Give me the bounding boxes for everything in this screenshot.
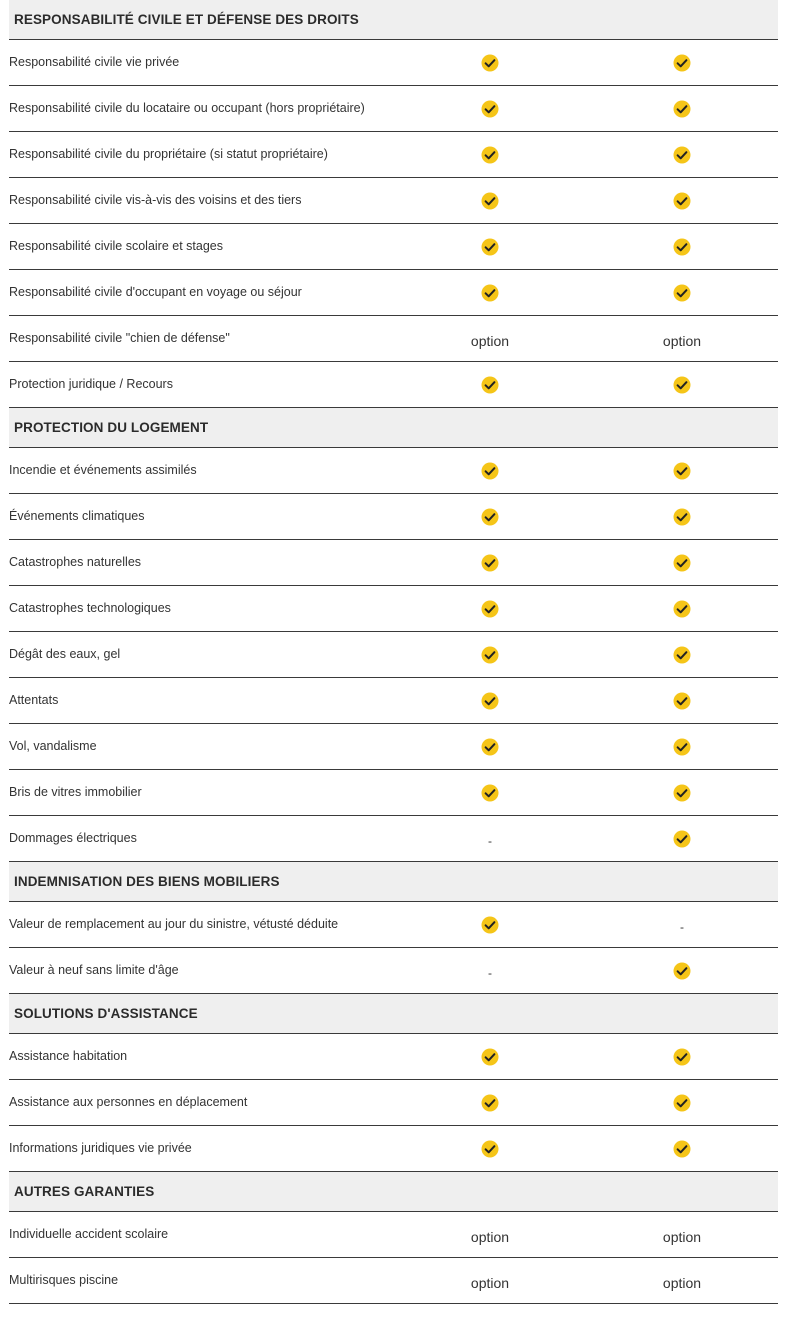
section-header	[9, 862, 778, 902]
check-icon	[481, 146, 499, 164]
table-row	[9, 362, 778, 408]
check-icon	[481, 600, 499, 618]
option-text: option	[470, 332, 510, 349]
formula-2-cell	[622, 362, 742, 407]
check-icon	[481, 462, 499, 480]
check-icon	[481, 646, 499, 664]
check-icon	[673, 1094, 691, 1112]
formula-1-cell	[430, 270, 550, 315]
formula-2-cell	[622, 270, 742, 315]
formula-2-cell	[622, 178, 742, 223]
check-icon	[673, 692, 691, 710]
formula-1-cell	[430, 1258, 550, 1303]
check-icon	[673, 192, 691, 210]
row-label: Responsabilité civile vie privée	[9, 55, 180, 69]
row-label: Multirisques piscine	[9, 1273, 119, 1287]
section-header	[9, 0, 778, 40]
formula-2-cell	[622, 316, 742, 361]
check-icon	[673, 284, 691, 302]
check-icon	[673, 54, 691, 72]
formula-2-cell	[622, 816, 742, 861]
formula-1-cell	[430, 770, 550, 815]
check-icon	[481, 376, 499, 394]
formula-1-cell	[430, 316, 550, 361]
row-label: Responsabilité civile "chien de défense"	[9, 331, 230, 345]
check-icon	[481, 916, 499, 934]
check-icon	[481, 100, 499, 118]
formula-2-cell	[622, 586, 742, 631]
formula-2-cell	[622, 678, 742, 723]
formula-1-cell	[430, 540, 550, 585]
formula-1-cell	[430, 1034, 550, 1079]
table-row	[9, 816, 778, 862]
not-included-mark: -	[680, 919, 684, 934]
table-row	[9, 770, 778, 816]
row-label: Dommages électriques	[9, 831, 137, 845]
formula-2-cell	[622, 86, 742, 131]
formula-1-cell	[430, 178, 550, 223]
formula-2-cell	[622, 540, 742, 585]
formula-1-cell	[430, 586, 550, 631]
table-row	[9, 178, 778, 224]
row-label: Incendie et événements assimilés	[9, 463, 197, 477]
option-text: option	[470, 1228, 510, 1245]
section-title: RESPONSABILITÉ CIVILE ET DÉFENSE DES DROITS	[14, 12, 359, 27]
check-icon	[481, 784, 499, 802]
check-icon	[481, 238, 499, 256]
check-icon	[481, 1094, 499, 1112]
option-text: option	[662, 332, 702, 349]
formula-2-cell	[622, 1034, 742, 1079]
formula-1-cell	[430, 224, 550, 269]
check-icon	[673, 1048, 691, 1066]
check-icon	[673, 376, 691, 394]
row-label: Assistance aux personnes en déplacement	[9, 1095, 248, 1109]
check-icon	[673, 508, 691, 526]
formula-2-cell	[622, 724, 742, 769]
row-label: Catastrophes technologiques	[9, 601, 171, 615]
table-row	[9, 1034, 778, 1080]
formula-1-cell	[430, 494, 550, 539]
table-row	[9, 224, 778, 270]
table-row	[9, 586, 778, 632]
check-icon	[673, 738, 691, 756]
row-label: Catastrophes naturelles	[9, 555, 142, 569]
check-icon	[673, 554, 691, 572]
table-row	[9, 132, 778, 178]
row-label: Valeur à neuf sans limite d'âge	[9, 963, 179, 977]
table-row	[9, 1258, 778, 1304]
check-icon	[673, 462, 691, 480]
table-row	[9, 902, 778, 948]
check-icon	[673, 146, 691, 164]
section-title: PROTECTION DU LOGEMENT	[14, 420, 209, 435]
check-icon	[673, 830, 691, 848]
not-included-mark: -	[488, 833, 492, 848]
table-row	[9, 1080, 778, 1126]
table-row	[9, 540, 778, 586]
formula-2-cell	[622, 40, 742, 85]
check-icon	[673, 100, 691, 118]
table-row	[9, 86, 778, 132]
row-label: Événements climatiques	[9, 509, 145, 523]
formula-1-cell	[430, 86, 550, 131]
table-row	[9, 494, 778, 540]
table-row	[9, 948, 778, 994]
row-label: Vol, vandalisme	[9, 739, 97, 753]
formula-2-cell	[622, 1258, 742, 1303]
row-label: Responsabilité civile d'occupant en voyage ou séjour	[9, 285, 302, 299]
table-row	[9, 632, 778, 678]
row-label: Assistance habitation	[9, 1049, 128, 1063]
row-label: Attentats	[9, 693, 59, 707]
table-row	[9, 724, 778, 770]
option-text: option	[662, 1228, 702, 1245]
check-icon	[481, 1048, 499, 1066]
check-icon	[481, 192, 499, 210]
guarantees-table	[9, 0, 778, 1304]
formula-1-cell	[430, 816, 550, 861]
check-icon	[481, 1140, 499, 1158]
formula-1-cell	[430, 1080, 550, 1125]
section-header	[9, 994, 778, 1034]
table-row	[9, 1126, 778, 1172]
table-row	[9, 270, 778, 316]
formula-1-cell	[430, 132, 550, 177]
check-icon	[673, 784, 691, 802]
check-icon	[481, 554, 499, 572]
table-row	[9, 316, 778, 362]
formula-1-cell	[430, 1126, 550, 1171]
check-icon	[481, 54, 499, 72]
formula-1-cell	[430, 40, 550, 85]
section-title: AUTRES GARANTIES	[14, 1184, 155, 1199]
check-icon	[673, 962, 691, 980]
check-icon	[481, 508, 499, 526]
option-text: option	[470, 1274, 510, 1291]
formula-2-cell	[622, 448, 742, 493]
row-label: Responsabilité civile scolaire et stages	[9, 239, 223, 253]
table-row	[9, 1212, 778, 1258]
formula-1-cell	[430, 1212, 550, 1257]
table-row	[9, 448, 778, 494]
section-header	[9, 408, 778, 448]
section-title: INDEMNISATION DES BIENS MOBILIERS	[14, 874, 280, 889]
not-included-mark: -	[488, 965, 492, 980]
check-icon	[673, 600, 691, 618]
row-label: Bris de vitres immobilier	[9, 785, 142, 799]
formula-2-cell	[622, 770, 742, 815]
check-icon	[673, 1140, 691, 1158]
check-icon	[673, 646, 691, 664]
formula-2-cell	[622, 1126, 742, 1171]
formula-1-cell	[430, 902, 550, 947]
check-icon	[673, 238, 691, 256]
section-header	[9, 1172, 778, 1212]
formula-1-cell	[430, 724, 550, 769]
formula-1-cell	[430, 448, 550, 493]
row-label: Dégât des eaux, gel	[9, 647, 121, 661]
formula-2-cell	[622, 132, 742, 177]
row-label: Protection juridique / Recours	[9, 377, 173, 391]
formula-1-cell	[430, 678, 550, 723]
table-row	[9, 40, 778, 86]
check-icon	[481, 738, 499, 756]
row-label: Responsabilité civile du locataire ou occupant (hors propriétaire)	[9, 101, 365, 115]
formula-1-cell	[430, 632, 550, 677]
formula-1-cell	[430, 948, 550, 993]
section-title: SOLUTIONS D'ASSISTANCE	[14, 1006, 198, 1021]
check-icon	[481, 692, 499, 710]
formula-2-cell	[622, 948, 742, 993]
row-label: Valeur de remplacement au jour du sinistre, vétusté déduite	[9, 917, 339, 931]
formula-2-cell	[622, 902, 742, 947]
formula-2-cell	[622, 494, 742, 539]
formula-1-cell	[430, 362, 550, 407]
row-label: Responsabilité civile du propriétaire (si statut propriétaire)	[9, 147, 328, 161]
row-label: Responsabilité civile vis-à-vis des voisins et des tiers	[9, 193, 302, 207]
formula-2-cell	[622, 1080, 742, 1125]
row-label: Individuelle accident scolaire	[9, 1227, 169, 1241]
formula-2-cell	[622, 224, 742, 269]
option-text: option	[662, 1274, 702, 1291]
check-icon	[481, 284, 499, 302]
formula-2-cell	[622, 632, 742, 677]
row-label: Informations juridiques vie privée	[9, 1141, 192, 1155]
formula-2-cell	[622, 1212, 742, 1257]
table-row	[9, 678, 778, 724]
